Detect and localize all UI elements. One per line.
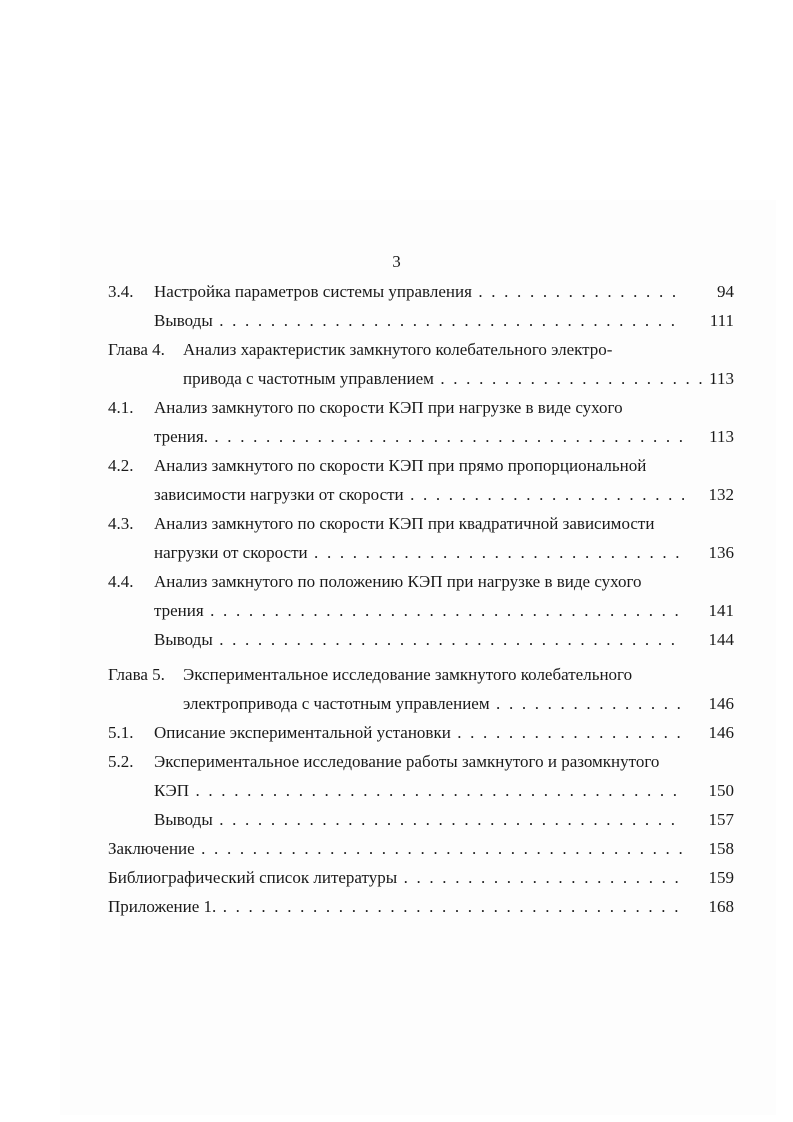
toc-entry-title: трения. . . .	[154, 426, 684, 448]
toc-entry-number: 5.1.	[108, 723, 134, 742]
toc-entry	[0, 542, 793, 564]
toc-entry	[0, 455, 793, 477]
toc-entry	[0, 838, 793, 860]
toc-entry	[0, 397, 793, 419]
toc-entry	[0, 809, 793, 831]
toc-entry-title: трения . . .	[154, 600, 684, 622]
toc-entry-number: 4.3.	[108, 514, 134, 533]
toc-entry-number: 4.1.	[108, 398, 134, 417]
toc-entry-title: Анализ замкнутого по скорости КЭП при прямо пропорциональной	[154, 456, 647, 475]
toc-entry-title: Настройка параметров системы управления . . .	[154, 281, 684, 303]
toc-entry-page: 94	[717, 282, 734, 301]
toc-entry-number: Глава 5.	[108, 665, 165, 684]
toc-entry	[0, 513, 793, 535]
toc-entry	[0, 896, 793, 918]
toc-entry-title: Выводы . . .	[154, 629, 684, 651]
toc-entry	[0, 484, 793, 506]
toc-entry-title: Приложение 1. . . .	[108, 896, 684, 918]
page-number: 3	[392, 252, 401, 271]
toc-entry	[0, 426, 793, 448]
toc-entry-title: Анализ замкнутого по положению КЭП при нагрузке в виде сухого	[154, 572, 642, 591]
toc-entry	[0, 281, 793, 303]
toc-entry-page: 157	[708, 810, 734, 829]
toc-entry-number: 3.4.	[108, 282, 134, 301]
toc-entry-title: Экспериментальное исследование работы замкнутого и разомкнутого	[154, 752, 660, 771]
toc-entry	[0, 600, 793, 622]
toc-entry-number: 4.4.	[108, 572, 134, 591]
toc-entry-number: Глава 4.	[108, 340, 165, 359]
toc-entry-page: 141	[708, 601, 734, 620]
toc-entry-page: 111	[709, 311, 734, 330]
toc-entry-title: Описание экспериментальной установки . . .	[154, 722, 684, 744]
toc-entry-page: 144	[708, 630, 734, 649]
toc-entry	[0, 693, 793, 715]
toc-entry	[0, 368, 793, 390]
toc-entry	[0, 310, 793, 332]
toc-entry-page: 113	[709, 369, 734, 388]
toc-entry-title: привода с частотным управлением . . .	[183, 368, 723, 390]
toc-entry	[0, 664, 793, 686]
toc-entry-page: 146	[708, 723, 734, 742]
toc-entry-title: Экспериментальное исследование замкнутого колебательного	[183, 665, 633, 684]
toc-entry	[0, 780, 793, 802]
toc-entry-title: нагрузки от скорости . . .	[154, 542, 684, 564]
toc-entry-title: зависимости нагрузки от скорости . . .	[154, 484, 684, 506]
toc-entry	[0, 339, 793, 361]
toc-entry-page: 158	[708, 839, 734, 858]
toc-entry-page: 159	[708, 868, 734, 887]
toc-entry-page: 168	[708, 897, 734, 916]
toc-entry-title: Заключение . . .	[108, 838, 684, 860]
toc-entry-title: Анализ характеристик замкнутого колебательного электро-	[183, 340, 613, 359]
toc-entry	[0, 867, 793, 889]
toc-entry	[0, 751, 793, 773]
toc-entry-title: КЭП . . .	[154, 780, 684, 802]
toc-entry-page: 146	[708, 694, 734, 713]
toc-entry-title: Выводы . . .	[154, 310, 684, 332]
toc-entry	[0, 571, 793, 593]
toc-entry-page: 150	[708, 781, 734, 800]
toc-entry-title: Выводы . . .	[154, 809, 684, 831]
toc-entry-page: 132	[708, 485, 734, 504]
toc-entry-title: электропривода с частотным управлением . . .	[183, 693, 684, 715]
toc-entry-title: Библиографический список литературы . . .	[108, 867, 684, 889]
toc-entry	[0, 722, 793, 744]
toc-entry-title: Анализ замкнутого по скорости КЭП при нагрузке в виде сухого	[154, 398, 623, 417]
toc-entry-page: 136	[708, 543, 734, 562]
toc-entry-title: Анализ замкнутого по скорости КЭП при квадратичной зависимости	[154, 514, 655, 533]
toc-entry-number: 4.2.	[108, 456, 134, 475]
toc-entry-page: 113	[709, 427, 734, 446]
toc-entry	[0, 629, 793, 651]
toc-entry-number: 5.2.	[108, 752, 134, 771]
